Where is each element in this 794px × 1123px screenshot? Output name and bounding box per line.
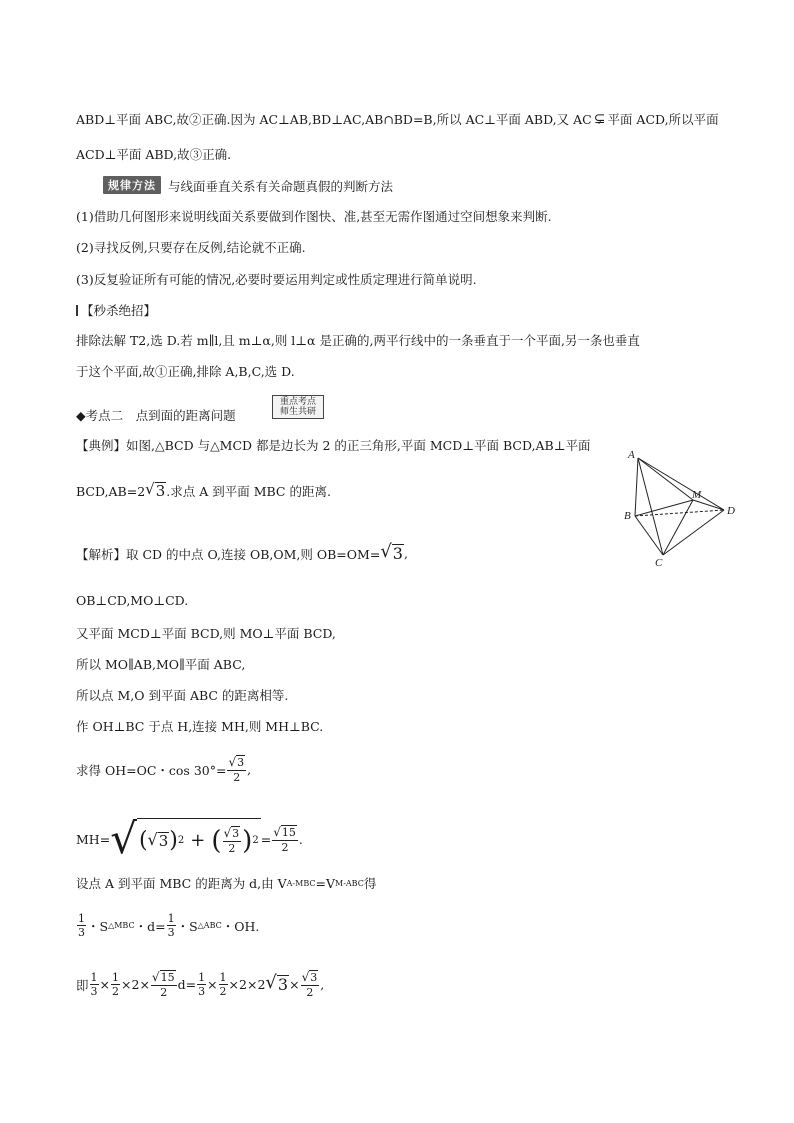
label-B: B — [624, 510, 631, 522]
tetrahedron-figure — [620, 448, 770, 568]
example-line1: 【典例】如图,△BCD 与△MCD 都是边长为 2 的正三角形,平面 MCD⊥平面 BCD,AB⊥平面 — [76, 438, 591, 453]
para1-line2: ACD⊥平面 ABD,故③正确. — [76, 147, 232, 162]
subset-symbol: ⊊ — [593, 111, 606, 127]
method-item-1: (1)借助几何图形来说明线面关系要做到作图快、准,甚至无需作图通过空间想象来判断. — [76, 209, 552, 224]
edge-CM — [663, 500, 693, 555]
method-title: 与线面垂直关系有关命题真假的判断方法 — [168, 179, 394, 194]
sol-line9: 设点 A 到平面 MBC 的距离为 d,由 V A-MBC =V M-ABC 得 — [76, 875, 377, 891]
sqrt3: √ 3 — [145, 480, 166, 500]
edge-CD — [663, 510, 724, 555]
sol-line4: 所以 MO∥AB,MO∥平面 ABC, — [76, 657, 246, 672]
sol-line11: 即 $\frac{1}{3}$ × $\frac{1}{2}$ × 2 × √ 15 2 d= $\frac{1}{3}$ × $\frac{1}{2}$ × 2 × 2 √ 3 × √ 3 2 , — [76, 970, 325, 999]
edge-AC — [638, 458, 663, 555]
method-item-3: (3)反复验证所有可能的情况,必要时要运用判定或性质定理进行简单说明. — [76, 272, 477, 287]
section-title: ◆考点二 点到面的距离问题 — [76, 408, 236, 423]
sol-line5: 所以点 M,O 到平面 ABC 的距离相等. — [76, 688, 289, 703]
label-C: C — [655, 557, 663, 568]
method-badge: 规律方法 — [103, 176, 161, 194]
sol-line8: MH= √ ( √ 3 ) 2 + ( √ 3 2 ) 2 = √ 15 2 . — [76, 814, 303, 863]
sol-line10: $\frac{1}{3}$ ・S △MBC ・d= $\frac{1}{3}$ ・S △ABC ・OH. — [78, 912, 260, 939]
para1-line1: ABD⊥平面 ABC,故②正确.因为 AC⊥AB,BD⊥AC,AB∩BD=B,所以 AC⊥平面 ABD,又 AC ⊊ 平面 ACD,所以平面 — [76, 111, 719, 127]
sol-line1: 【解析】取 CD 的中点 O,连接 OB,OM,则 OB=OM= √ 3 , — [76, 541, 408, 563]
edge-BM — [635, 500, 693, 516]
method-item-2: (2)寻找反例,只要存在反例,结论就不正确. — [76, 240, 306, 255]
sol-line7: 求得 OH=OC・cos 30°= √ 3 2 , — [76, 755, 252, 784]
label-D: D — [727, 505, 735, 517]
sol-line2: OB⊥CD,MO⊥CD. — [76, 593, 189, 608]
edge-MD — [693, 500, 724, 510]
section-badge: 重点考点 师生共研 — [272, 395, 324, 419]
label-M: M — [692, 489, 702, 501]
edge-BC — [635, 516, 663, 555]
trick-line2: 于这个平面,故①正确,排除 A,B,C,选 D. — [76, 364, 295, 379]
trick-heading: 【秒杀绝招】 — [76, 301, 156, 319]
trick-marker — [76, 305, 78, 316]
trick-line1: 排除法解 T2,选 D.若 m∥l,且 m⊥α,则 l⊥α 是正确的,两平行线中的一条垂直于一个平面,另一条也垂直 — [76, 333, 640, 348]
sol-line3: 又平面 MCD⊥平面 BCD,则 MO⊥平面 BCD, — [76, 626, 336, 641]
label-A: A — [628, 449, 635, 461]
edge-AD — [638, 458, 724, 510]
edge-BD — [635, 510, 724, 516]
edge-AB — [635, 458, 638, 516]
example-line2: BCD,AB=2 √ 3 .求点 A 到平面 MBC 的距离. — [76, 480, 331, 500]
edge-AM — [638, 458, 693, 500]
sol-line6: 作 OH⊥BC 于点 H,连接 MH,则 MH⊥BC. — [76, 719, 324, 734]
